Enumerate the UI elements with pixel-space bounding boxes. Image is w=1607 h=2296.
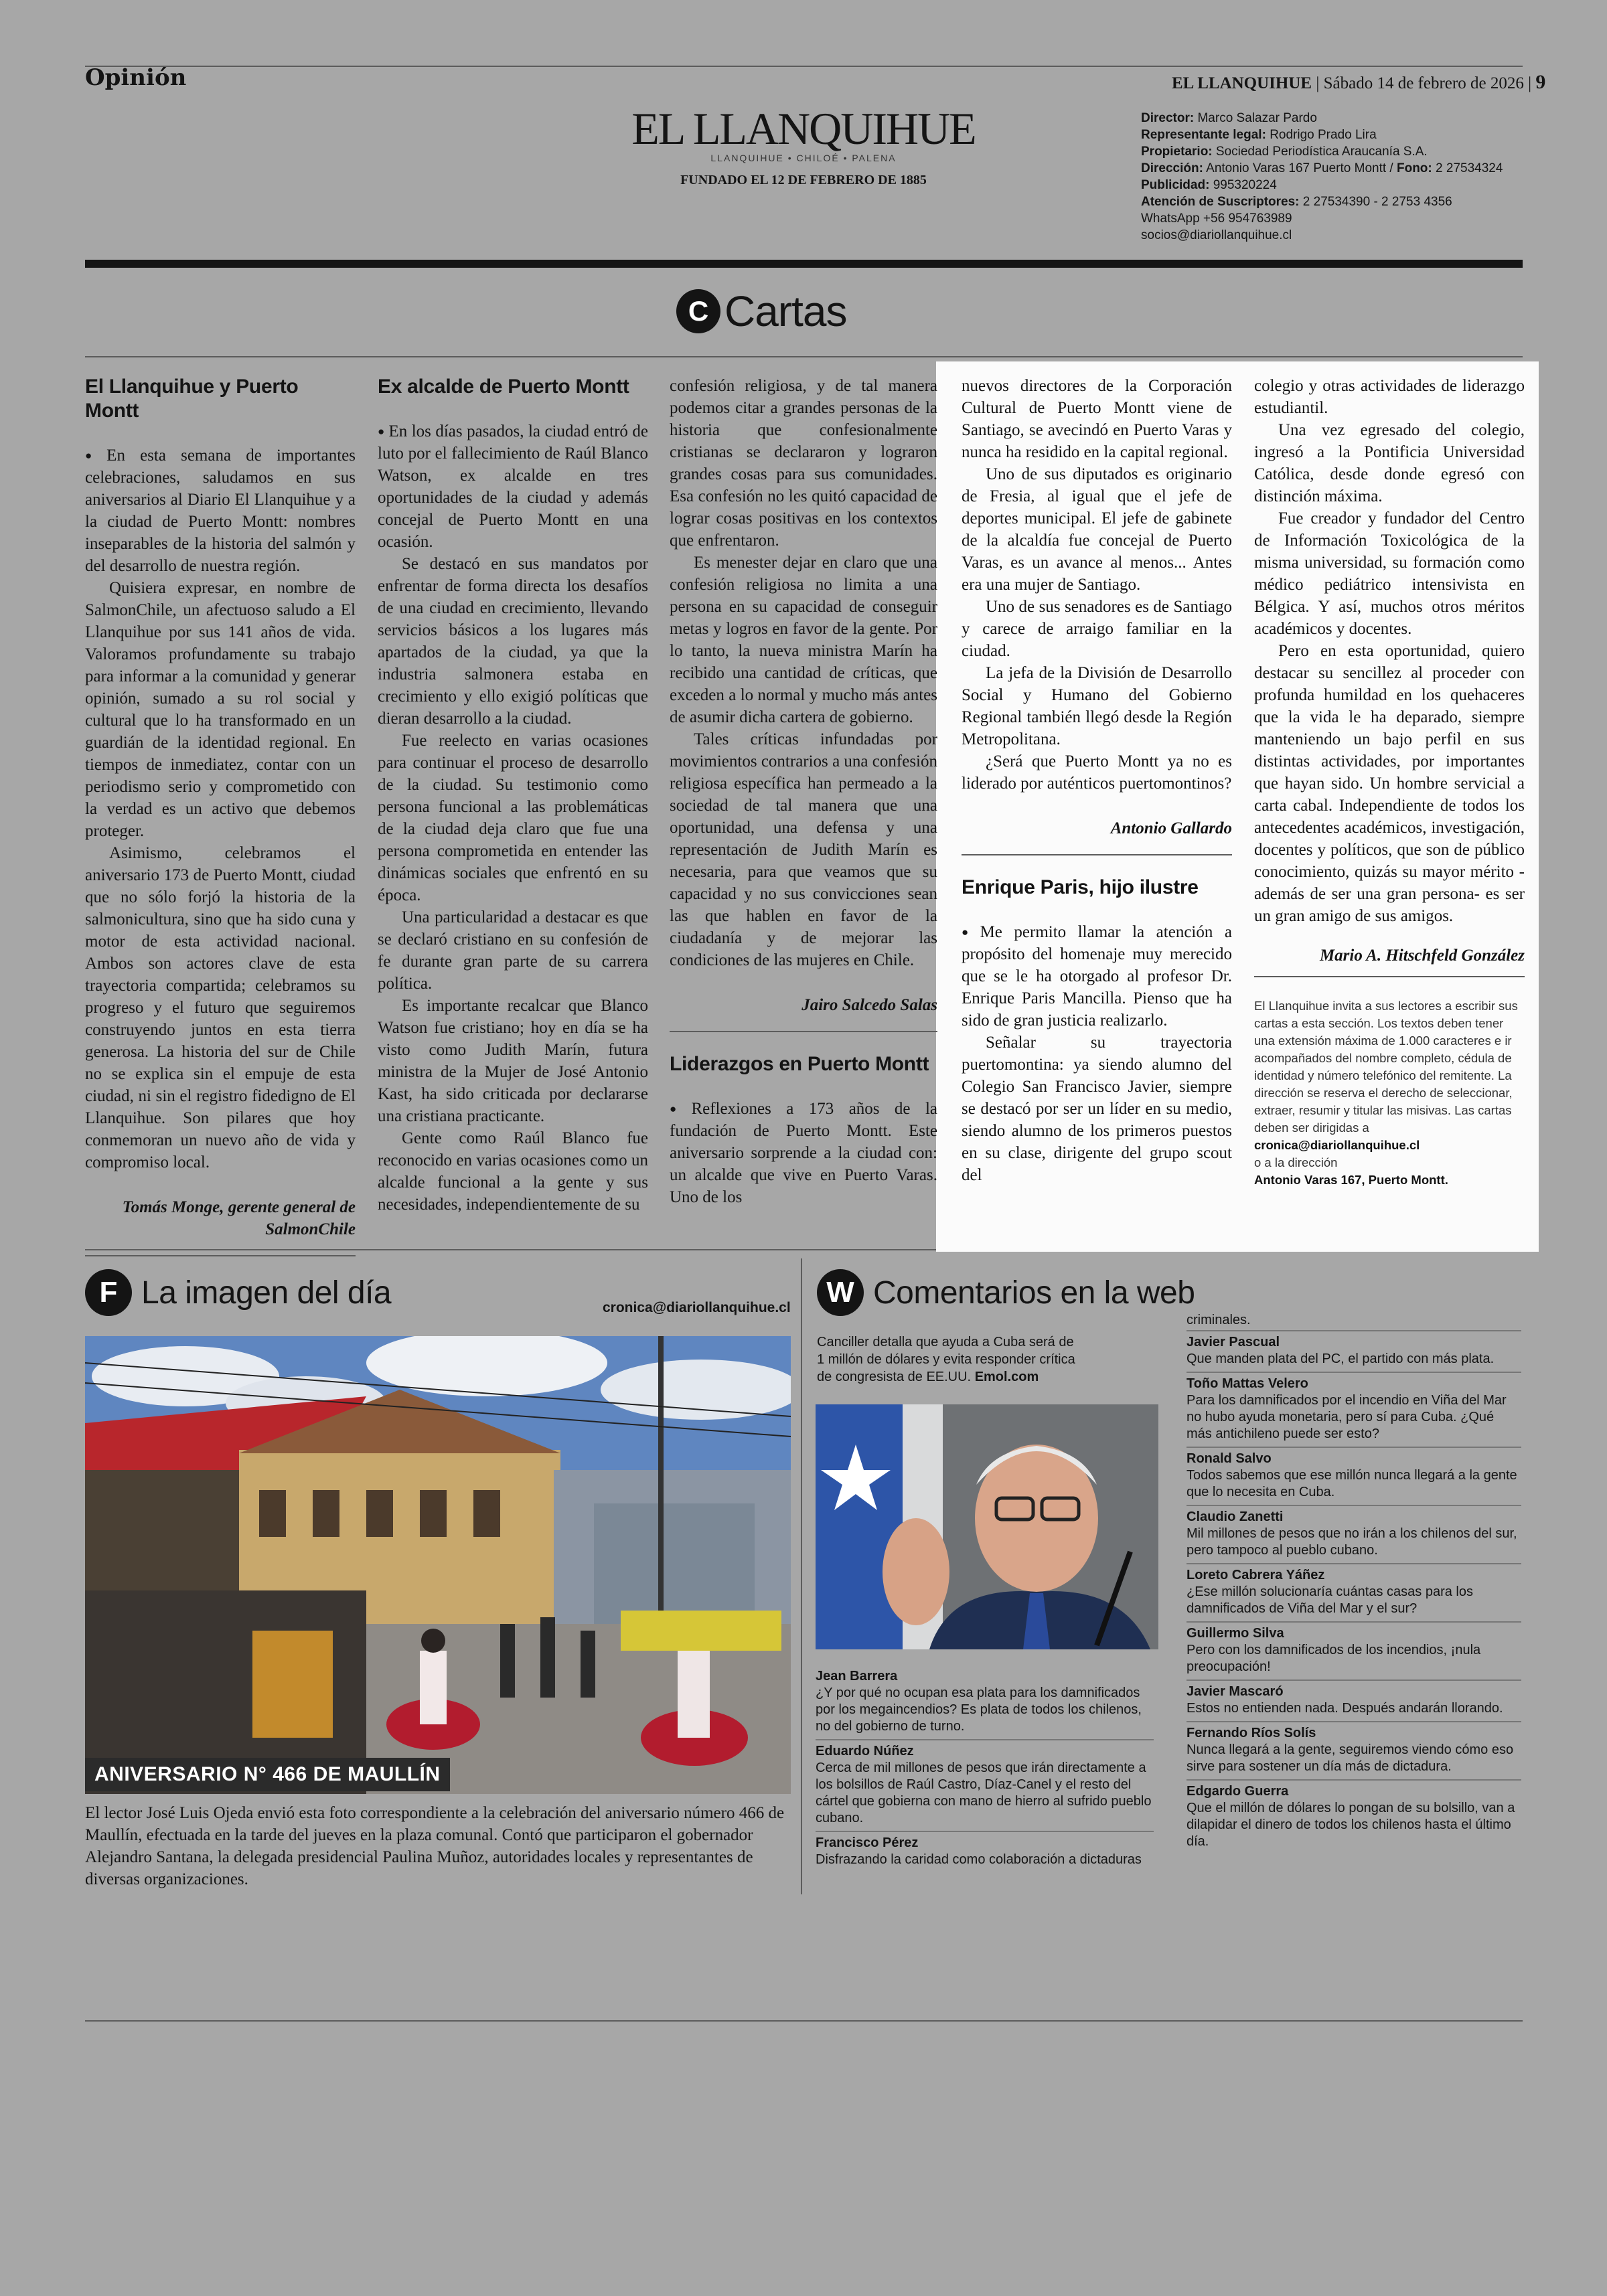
imagen-header bbox=[85, 1269, 391, 1316]
signature-rule bbox=[1254, 976, 1525, 977]
photo-caption: El lector José Luis Ojeda envió esta foto correspondiente a la celebración del aniversario número 466 de Maullín, efectuada en la tarde del jueves en la plaza comunal. Contó que participaron el gobernador Alejandro Santana, la delegada presidencial Paulina Muñoz, autoridades locales y representantes de diversas organizaciones. bbox=[85, 1804, 785, 1888]
logo-subtitle: LLANQUIHUE • CHILOÉ • PALENA bbox=[710, 153, 897, 163]
newspaper-logo bbox=[629, 103, 978, 188]
dateline-sep: | bbox=[1316, 74, 1324, 92]
letter-paragraph: confesión religiosa, y de tal manera podemos citar a grandes personas de la historia que confesionalmente cristianas se declararon y lograron grandes cosas para sus comunidades. Esa confesión no les quitó capacidad de lograr cosas positivas en los contextos que enfrentaron. bbox=[670, 377, 937, 550]
dateline-date: Sábado 14 de febrero de 2026 bbox=[1323, 74, 1524, 92]
letter-paragraph: Fue reelecto en varias ocasiones para continuar el proceso de desarrollo de la ciudad. Su testimonio como persona funcional a las problemáticas de la ciudad deja claro que fue una persona comprometida en entender las dinámicas sociales que enfrentó en su época. bbox=[378, 732, 648, 904]
comment-text: Estos no entienden nada. Después andarán llorando. bbox=[1187, 1701, 1503, 1716]
photo-label: ANIVERSARIO N° 466 DE MAULLÍN bbox=[85, 1758, 450, 1791]
letter-paragraph: Es menester dejar en claro que una confesión religiosa no limita a una persona en su capacidad de conseguir metas y logros en favor de la gente. Por lo tanto, la nueva ministra Marín ha recibido una cantidad de críticas, que exceden a lo normal y mucho más antes de asumir dicha cartera de gobierno. bbox=[670, 554, 937, 726]
festival-photo-illustration bbox=[85, 1336, 791, 1794]
masthead-thick-rule bbox=[85, 260, 1523, 268]
letter-paragraph: Gente como Raúl Blanco fue reconocido en varias ocasiones como un alcalde funcional a la gente y sus necesidades, independientemente de su bbox=[378, 1129, 648, 1214]
signature-rule bbox=[962, 854, 1232, 855]
comment-text: Cerca de mil millones de pesos que irán directamente a los bolsillos de Raúl Castro, Díaz-Canel y el resto del cártel que gobierna con mano de hierro al sufrido pueblo cubano. bbox=[816, 1760, 1152, 1825]
comment-author: Claudio Zanetti bbox=[1187, 1509, 1284, 1524]
staff-line: socios@diariollanquihue.cl bbox=[1141, 228, 1292, 242]
letter-paragraph: Una vez egresado del colegio, ingresó a la Pontificia Universidad Católica, desde donde egresó con distinción máxima. bbox=[1254, 421, 1525, 505]
cartas-rule bbox=[85, 356, 1523, 357]
comment-text: ¿Ese millón solucionaría cuántas casas para los damnificados de Viña del Mar y el sur? bbox=[1187, 1584, 1473, 1616]
comment-text: Que el millón de dólares lo pongan de su bolsillo, van a dilapidar el dinero de todos los chilenos hasta el último día. bbox=[1187, 1801, 1515, 1849]
comment-text: Pero con los damnificados de los incendios, ¡nula preocupación! bbox=[1187, 1643, 1481, 1674]
minister-photo bbox=[816, 1404, 1158, 1649]
signature-rule bbox=[85, 1255, 356, 1256]
letter-paragraph: Asimismo, celebramos el aniversario 173 de Puerto Montt, ciudad que no sólo forjó la historia de la salmonicultura, sino que ha sido cuna y motor de esta actividad nacional. Ambos son actores clave de esta trayectoria compartida; celebramos su progreso y el futuro que seguiremos construyendo juntos en esta tierra generosa. La historia del sur de Chile no se explica sin el empuje de esta ciudad, ni sin el registro fidedigno de El Llanquihue. Son pilares que hoy conmemoran un nuevo año de vida y compromiso local. bbox=[85, 844, 356, 1171]
dateline bbox=[1172, 71, 1546, 94]
letter-paragraph: Uno de sus senadores es de Santiago y carece de arraigo familiar en la ciudad. bbox=[962, 598, 1232, 660]
web-story-text: Canciller detalla que ayuda a Cuba será de 1 millón de dólares y evita responder crítica de congresista de EE.UU. bbox=[817, 1335, 1075, 1384]
staff-line: Director: Marco Salazar Pardo bbox=[1141, 111, 1317, 125]
letter-paragraph: Tales críticas infundadas por movimientos contrarios a una confesión religiosa específica han permeado a la sociedad de tal manera que una oportunidad, una defensa y una representación de Judith Marín es necesaria, para que veamos que su capacidad y no sus convicciones sean las que hablen en favor de la ciudadanía y de mejorar las condiciones de las mujeres en Chile. bbox=[670, 730, 937, 969]
web-icon: W bbox=[817, 1269, 864, 1316]
dateline-paper: EL LLANQUIHUE bbox=[1172, 74, 1312, 92]
letter-paragraph: Pero en esta oportunidad, quiero destacar su sencillez al proceder con profunda humildad en los quehaceres que la vida le ha deparado, siempre manteniendo un bajo perfil en sus distintas actividades, por importantes que hayan sido. Un hombre servicial a carta cabal. Independiente de todos los antecedentes académicos, investigación, docentes y políticos, que son de público conocimiento, quizás su mayor mérito -además de ser una gran persona- es ser un gran amigo de sus amigos. bbox=[1254, 642, 1525, 925]
letter-signature: Jairo Salcedo Salas bbox=[801, 996, 937, 1014]
letter-paragraph: Uno de sus diputados es originario de Fresia, al igual que el jefe de deportes municipal. El jefe de gabinete de la alcaldía fue concejal de Puerto Varas, es un avance al menos... Antes era una mujer de Santiago. bbox=[962, 465, 1232, 594]
cartas-icon: C bbox=[676, 289, 720, 333]
letter-paragraph: Se destacó en sus mandatos por enfrentar de forma directa los desafíos de una ciudad en crecimiento, llevando servicios básicos a los lugares más apartados de la ciudad, ya que la industria salmonera estaba en crecimiento y ello exigió políticas que dieran desarrollo a la ciudad. bbox=[378, 555, 648, 728]
comment-author: Jean Barrera bbox=[816, 1669, 898, 1684]
top-rule bbox=[85, 66, 1523, 67]
comment-text: Todos sabemos que ese millón nunca llegará a la gente que lo necesita en Cuba. bbox=[1187, 1468, 1517, 1499]
comment-text: Para los damnificados por el incendio en Viña del Mar no hubo ayuda monetaria, pero sí para Cuba. ¿Qué más antichileno puede ser esto? bbox=[1187, 1393, 1507, 1441]
web-title: Comentarios en la web bbox=[873, 1275, 1195, 1311]
dateline-sep2: | bbox=[1528, 74, 1536, 92]
section-label: Opinión bbox=[85, 64, 187, 91]
imagen-title: La imagen del día bbox=[141, 1275, 392, 1311]
comment bbox=[1187, 1679, 1521, 1721]
letter-title: Liderazgos en Puerto Montt bbox=[670, 1053, 929, 1075]
comment-author: Edgardo Guerra bbox=[1187, 1784, 1289, 1799]
staff-box bbox=[1141, 110, 1503, 244]
letter-paragraph: ● En esta semana de importantes celebraciones, saludamos en sus aniversarios al Diario El Llanquihue y a la ciudad de Puerto Montt: nombres inseparables de la historia del salmón y del desarrollo de nuestra región. bbox=[85, 444, 356, 577]
letter-paragraph: Quisiera expresar, en nombre de SalmonChile, un afectuoso saludo a El Llanquihue por sus 141 años de vida. Valoramos profundamente su trabajo para informar a la comunidad y generar opinión, sumado a su rol social y cultural que lo ha transformado en un guardián de la identidad regional. En tiempos de inmediatez, contar con un periodismo serio y comprometido con la verdad es un activo que debemos proteger. bbox=[85, 579, 356, 840]
comment bbox=[1187, 1447, 1521, 1505]
festival-photo bbox=[85, 1336, 791, 1794]
letter-paragraph: Fue creador y fundador del Centro de Información Toxicológica de la misma universidad, su formación como médico pediátrico intensivista en Bélgica. Y así, muchos otros méritos académicos y docentes. bbox=[1254, 509, 1525, 638]
web-story bbox=[817, 1333, 1085, 1386]
notice-text: El Llanquihue invita a sus lectores a escribir sus cartas a esta sección. Los textos deben tener una extensión máxima de 1.000 caracteres e ir acompañados del nombre completo, cédula de identidad y número telefónico del remitente. La dirección se reserva el derecho de seleccionar, extraer, resumir y titular las misivas. Las cartas deben ser dirigidas a bbox=[1254, 999, 1518, 1135]
imagen-icon: F bbox=[85, 1269, 132, 1316]
comment bbox=[816, 1739, 1154, 1831]
comment bbox=[1187, 1330, 1521, 1372]
staff-line: WhatsApp +56 954763989 bbox=[1141, 212, 1292, 226]
comment-text: ¿Y por qué no ocupan esa plata para los damnificados por los megaincendios? Es plata de todos los chilenos, no del gobierno de turno. bbox=[816, 1686, 1142, 1734]
comment bbox=[1187, 1721, 1521, 1779]
comment-text: Nunca llegará a la gente, seguiremos viendo cómo eso sirve para sostener un día más de dictadura. bbox=[1187, 1742, 1514, 1774]
letter-signature: Antonio Gallardo bbox=[1110, 819, 1232, 837]
notice-email[interactable]: cronica@diariollanquihue.cl bbox=[1254, 1138, 1420, 1152]
staff-line: Dirección: Antonio Varas 167 Puerto Montt / Fono: 2 27534324 bbox=[1141, 161, 1503, 175]
comment-author: Ronald Salvo bbox=[1187, 1451, 1272, 1466]
letter-column bbox=[1254, 375, 1525, 1189]
letter-paragraph: La jefa de la División de Desarrollo Social y Humano del Gobierno Regional también llegó desde la Región Metropolitana. bbox=[962, 664, 1232, 748]
notice-or: o a la dirección bbox=[1254, 1155, 1338, 1169]
comment-continuation: criminales. bbox=[1187, 1313, 1251, 1327]
letter-signature: Mario A. Hitschfeld González bbox=[1319, 947, 1525, 965]
comment bbox=[1187, 1372, 1521, 1447]
staff-line: Propietario: Sociedad Periodística Araucanía S.A. bbox=[1141, 145, 1428, 159]
comments-column bbox=[1187, 1312, 1521, 1854]
comment bbox=[1187, 1505, 1521, 1563]
comment-text: Mil millones de pesos que no irán a los chilenos del sur, pero tampoco al pueblo cubano. bbox=[1187, 1526, 1517, 1558]
letter-paragraph: colegio y otras actividades de liderazgo estudiantil. bbox=[1254, 377, 1525, 417]
letter-paragraph: Es importante recalcar que Blanco Watson fue cristiano; hoy en día se ha visto como Judith Marín, futura ministra de la Mujer de José Antonio Kast, ha sido criticada por declararse una cristiana practicante. bbox=[378, 997, 648, 1125]
comment-author: Toño Mattas Velero bbox=[1187, 1376, 1308, 1391]
comment-text: Que manden plata del PC, el partido con más plata. bbox=[1187, 1351, 1495, 1366]
comment-author: Javier Pascual bbox=[1187, 1335, 1280, 1349]
founded-line: FUNDADO EL 12 DE FEBRERO DE 1885 bbox=[680, 173, 927, 187]
letter-title: Enrique Paris, hijo ilustre bbox=[962, 876, 1199, 898]
logo-name: EL LLANQUIHUE bbox=[631, 103, 976, 154]
letter-column bbox=[378, 375, 648, 1216]
submission-notice bbox=[1254, 997, 1525, 1189]
comment bbox=[816, 1665, 1154, 1739]
comment-author: Javier Mascaró bbox=[1187, 1684, 1284, 1699]
letter-paragraph: Una particularidad a destacar es que se declaró cristiano en su confesión de fe durante gran parte de su carrera política. bbox=[378, 908, 648, 993]
letter-signature: Tomás Monge, gerente general de SalmonChile bbox=[122, 1198, 356, 1238]
minister-photo-illustration bbox=[816, 1404, 1158, 1649]
notice-address: Antonio Varas 167, Puerto Montt. bbox=[1254, 1173, 1448, 1187]
web-header bbox=[817, 1269, 1195, 1316]
comment bbox=[1187, 1621, 1521, 1679]
comment-author: Fernando Ríos Solís bbox=[1187, 1726, 1316, 1740]
letter-paragraph: Señalar su trayectoria puertomontina: ya siendo alumno del Colegio San Francisco Javier, siempre se destacó por ser un líder en su medio, siendo alumno de los primeros puestos en su clase, dirigente del grupo scout del bbox=[962, 1034, 1232, 1184]
letter-column bbox=[962, 375, 1232, 1186]
comments-column bbox=[816, 1665, 1154, 1872]
signature-rule bbox=[670, 1031, 937, 1032]
staff-line: Publicidad: 995320224 bbox=[1141, 178, 1277, 192]
comment-text: Disfrazando la caridad como colaboración a dictaduras bbox=[816, 1852, 1142, 1867]
comment-author: Loreto Cabrera Yáñez bbox=[1187, 1568, 1325, 1582]
letter-column bbox=[670, 375, 937, 1208]
letter-paragraph: ● Me permito llamar la atención a propósito del homenaje muy merecido que se le ha otorgado al profesor Dr. Enrique Paris Mancilla. Pienso que ha sido de gran justicia realizarlo. bbox=[962, 921, 1232, 1032]
page-number: 9 bbox=[1535, 71, 1546, 93]
comment-author: Guillermo Silva bbox=[1187, 1626, 1284, 1641]
comment bbox=[1187, 1779, 1521, 1854]
letter-paragraph: ● Reflexiones a 173 años de la fundación de Puerto Montt. Este aniversario sorprende a la ciudad con: un alcalde que vive en Puerto Varas. Uno de los bbox=[670, 1098, 937, 1208]
comment-author: Eduardo Núñez bbox=[816, 1744, 914, 1758]
web-story-source[interactable]: Emol.com bbox=[974, 1370, 1039, 1384]
letter-paragraph: ● En los días pasados, la ciudad entró de luto por el fallecimiento de Raúl Blanco Watson, ex alcalde en tres oportunidades de la ciudad y además concejal de Puerto Montt en una ocasión. bbox=[378, 420, 648, 553]
cartas-title: Cartas bbox=[724, 287, 847, 335]
bottom-rule bbox=[85, 2020, 1523, 2022]
comment bbox=[1187, 1563, 1521, 1621]
comment-author: Francisco Pérez bbox=[816, 1835, 919, 1850]
vertical-divider bbox=[801, 1258, 802, 1894]
staff-line: Atención de Suscriptores: 2 27534390 - 2 2753 4356 bbox=[1141, 195, 1452, 209]
letter-title: El Llanquihue y Puerto Montt bbox=[85, 376, 299, 422]
comment bbox=[816, 1831, 1154, 1872]
letter-paragraph: ¿Será que Puerto Montt ya no es liderado por auténticos puertomontinos? bbox=[962, 752, 1232, 793]
imagen-email[interactable]: cronica@diariollanquihue.cl bbox=[603, 1300, 791, 1315]
letter-paragraph: nuevos directores de la Corporación Cultural de Puerto Montt viene de Santiago, se avecindó en Puerto Varas y nunca ha residido en la capital regional. bbox=[962, 377, 1232, 461]
letter-column bbox=[85, 375, 356, 1256]
letter-title: Ex alcalde de Puerto Montt bbox=[378, 376, 629, 398]
staff-line: Representante legal: Rodrigo Prado Lira bbox=[1141, 128, 1377, 142]
cartas-header bbox=[676, 286, 847, 336]
